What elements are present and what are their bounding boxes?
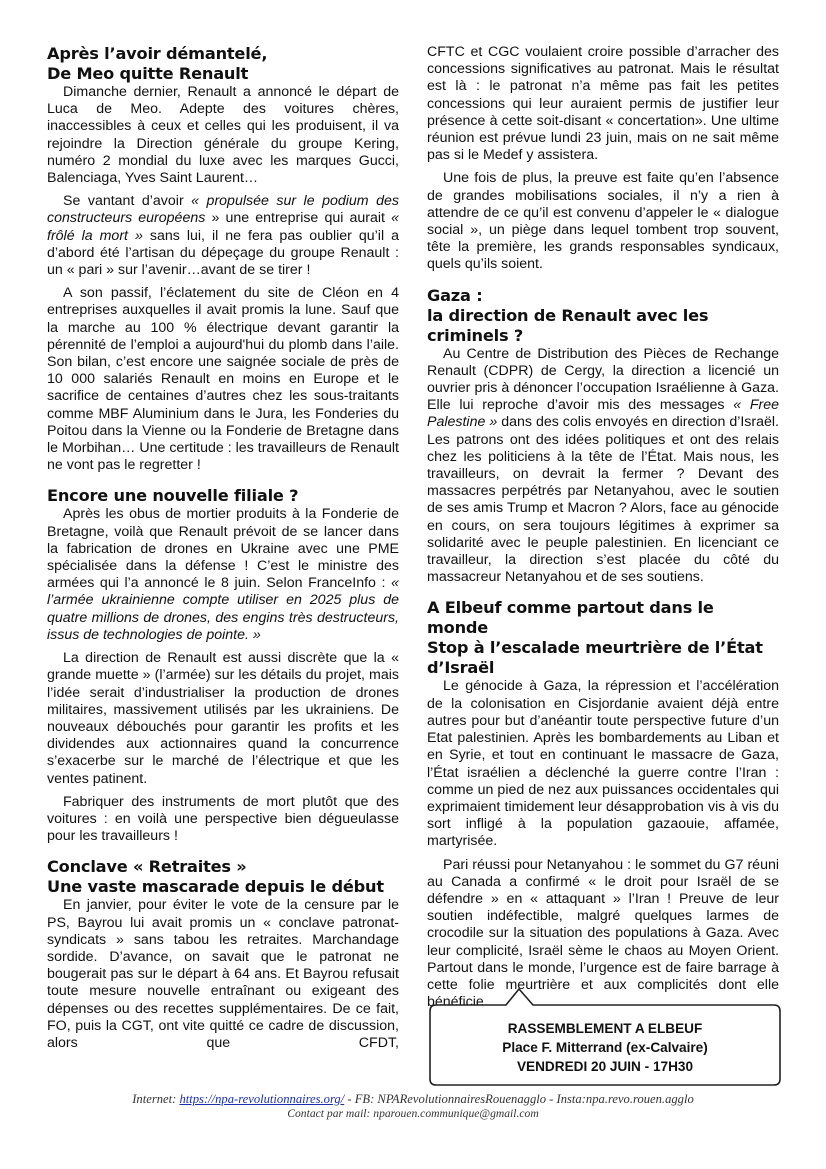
paragraph: Dimanche dernier, Renault a annoncé le départ de Luca de Meo. Adepte des voitures chères, inaccessibles à ceux et celles qui les produisent, il va rejoindre la Direction générale du groupe Kering, numéro 2 mondial du luxe avec les marques Gucci, Balenciaga, Yves Saint Laurent… <box>47 84 399 187</box>
paragraph: La direction de Renault est aussi discrète que la « grande muette » (l’armée) sur les détails du projet, mais l’idée serait d’industrialiser la production de drones militaires, massivement utilisés par les ukrainiens. De nouveaux débouchés pour garantir les profits et les dividendes aux actionnaires quand la concurrence s’exacerbe sur le marché de l’électrique et que les ventes patinent. <box>47 650 399 787</box>
right-column <box>427 44 779 1021</box>
rally-callout <box>428 987 782 1087</box>
title-line: Après l’avoir démantelé, <box>47 44 268 63</box>
left-column <box>47 44 399 1062</box>
footer-links <box>0 1092 826 1107</box>
title-line: A Elbeuf comme partout dans le monde <box>427 598 714 638</box>
paragraph: A son passif, l’éclatement du site de Cléon en 4 entreprises auxquelles il avait promis la lune. Sauf que la marche au 100 % électrique devant garantir la pérennité de l’emploi a aujourd'hui du plomb dans l’aile. Son bilan, c’est encore une saignée sociale de près de 10 000 salariés Renault en moins en Europe et le sacrifice de centaines d’autres chez les sous-traitants comme MBF Aluminium dans le Jura, les Fonderies du Poitou dans la Vienne ou la Fonderie de Bretagne dans le Morbihan… Une certitude : les travailleurs de Renault ne vont pas le regretter ! <box>47 285 399 474</box>
article-de-meo <box>47 44 399 474</box>
quote: « propulsée sur le podium des constructeurs européens <box>47 193 399 227</box>
title-line: Gaza : <box>427 285 483 305</box>
quote: « Free Palestine » <box>427 397 779 431</box>
text: dans des colis envoyés en direction d’Israël. Les patrons ont des idées politiques et ont des relais chez les politiciens à la tête de l’État. Mais nous, les travailleurs, on devrait la fermer ? Devant des massacres perpétrés par Netanyahou, avec le soutien de ses amis Trump et Macron ? Alors, face au génocide en cours, on sera toujours légitimes à exprimer sa solidarité avec le peuple palestinien. En licenciant ce travailleur, la direction s’est placée du côté du massacreur Netanyahou et de ses soutiens. <box>427 414 779 586</box>
quote: « frôlé la mort » <box>47 210 399 244</box>
internet-label: Internet: <box>132 1092 180 1106</box>
callout-text <box>428 1019 782 1076</box>
paragraph: Pari réussi pour Netanyahou : le sommet du G7 réuni au Canada a confirmé « le droit pour Israël de se défendre » en « attaquant » l’Iran ! Preuve de leur soutien indéfectible, malgré quelques larmes de crocodile sur la situation des populations à Gaza. Avec leur complicité, Israël sème le chaos au Moyen Orient. Partout dans le monde, l’urgence est de faire barrage à cette folie meurtrière et aux complicités dont elle bénéficie. <box>427 856 779 1011</box>
footer <box>0 1092 826 1121</box>
article-title <box>427 286 779 346</box>
contact-email: Contact par mail: nparouen.communique@gmail.com <box>287 1107 539 1120</box>
paragraph: Le génocide à Gaza, la répression et l’accélération de la colonisation en Cisjordanie avaient déjà entre autres pour but d’anéantir toute perspective future d’un Etat palestinien. Après les bombardements au Liban et en Syrie, et tout en continuant le massacre de Gaza, l’État israélien a déclenché la guerre contre l’Iran : comme un pied de nez aux puissances occidentales qui exprimaient timidement leur désapprobation vis à vis du sort infligé à la population gazaouie, affamée, martyrisée. <box>427 678 779 850</box>
paragraph <box>47 506 399 644</box>
title-line: Stop à l’escalade meurtrière de l’État d’Israël <box>427 638 763 678</box>
title-line: De Meo quitte Renault <box>47 64 249 83</box>
title-line: Conclave « Retraites » <box>47 857 247 877</box>
title-line: Une vaste mascarade depuis le début <box>47 877 384 897</box>
social-handles: - FB: NPARevolutionnairesRouenagglo - Insta:npa.revo.rouen.agglo <box>344 1092 694 1106</box>
quote: « l’armée ukrainienne compte utiliser en 2025 plus de quatre millions de drones, des engins très destructeurs, issus de technologies de pointe. » <box>47 575 399 643</box>
website-link[interactable]: https://npa-revolutionnaires.org/ <box>179 1092 345 1106</box>
article-gaza <box>427 286 779 587</box>
text: Après les obus de mortier produits à la Fonderie de Bretagne, voilà que Renault prévoit de se lancer dans la fabrication de drones en Ukraine avec une PME spécialisée dans la défense ! C’est le ministre des armées qui l’a annoncé le 8 juin. Selon FranceInfo : <box>47 506 399 592</box>
article-conclave <box>47 857 399 1052</box>
article-conclave-continued <box>427 44 779 274</box>
article-title <box>47 486 399 506</box>
article-title <box>427 598 779 678</box>
paragraph <box>427 346 779 587</box>
article-filiale <box>47 486 399 845</box>
paragraph: CFTC et CGC voulaient croire possible d’arracher des concessions significatives au patronat. Mais le résultat est là : le patronat n’a même pas fait les petites concessions qui leur auraient permis de justifier leur présence à cette soit-disant « concertation». Une ultime réunion est prévue lundi 23 juin, mais on ne sait même pas si le Medef y assistera. <box>427 44 779 164</box>
paragraph: En janvier, pour éviter le vote de la censure par le PS, Bayrou lui avait promis un « conclave patronat-syndicats » sans tabou les retraites. Marchandage sordide. D’avance, on savait que le patronat ne bougerait pas sur le départ à 64 ans. Et Bayrou refusait toute mesure nouvelle entraînant ou exigeant des dépenses ou des recettes supplémentaires. De ce fait, FO, puis la CGT, ont vite quitté ce cadre de discussion, alors que CFDT, <box>47 897 399 1051</box>
callout-location: Place F. Mitterrand (ex-Calvaire) <box>502 1040 708 1055</box>
paragraph: Fabriquer des instruments de mort plutôt que des voitures : en voilà une perspective bien dégueulasse pour les travailleurs ! <box>47 793 399 845</box>
text: Se vantant d’avoir <box>63 193 192 210</box>
article-elbeuf <box>427 598 779 1011</box>
article-title <box>47 857 399 897</box>
title-line: la direction de Renault avec les criminels ? <box>427 305 709 345</box>
paragraph <box>47 193 399 279</box>
callout-datetime: VENDREDI 20 JUIN - 17H30 <box>516 1059 694 1074</box>
callout-title: RASSEMBLEMENT A ELBEUF <box>507 1021 703 1036</box>
article-title <box>47 44 399 84</box>
title-line: Encore une nouvelle filiale ? <box>47 486 299 506</box>
paragraph: Une fois de plus, la preuve est faite qu’en l’absence de grandes mobilisations sociales, il n’y a rien à attendre de ce qu’il est convenu d’appeler le « dialogue social », un piège dans lequel tombent trop souvent, tête la première, les grands responsables syndicaux, quels qu’ils soient. <box>427 170 779 273</box>
text: » une entreprise qui aurait <box>205 210 392 227</box>
text: Au Centre de Distribution des Pièces de Rechange Renault (CDPR) de Cergy, la direction a licencié un ouvrier pris à dénoncer l’occupation Israélienne à Gaza. Elle lui reproche d’avoir mis des messages <box>427 345 779 414</box>
text: sans lui, il ne fera pas oublier qu’il a d’abord été l’artisan du dépeçage du groupe Renault : un « pari » sur l’avenir…avant de se tirer ! <box>47 227 399 279</box>
